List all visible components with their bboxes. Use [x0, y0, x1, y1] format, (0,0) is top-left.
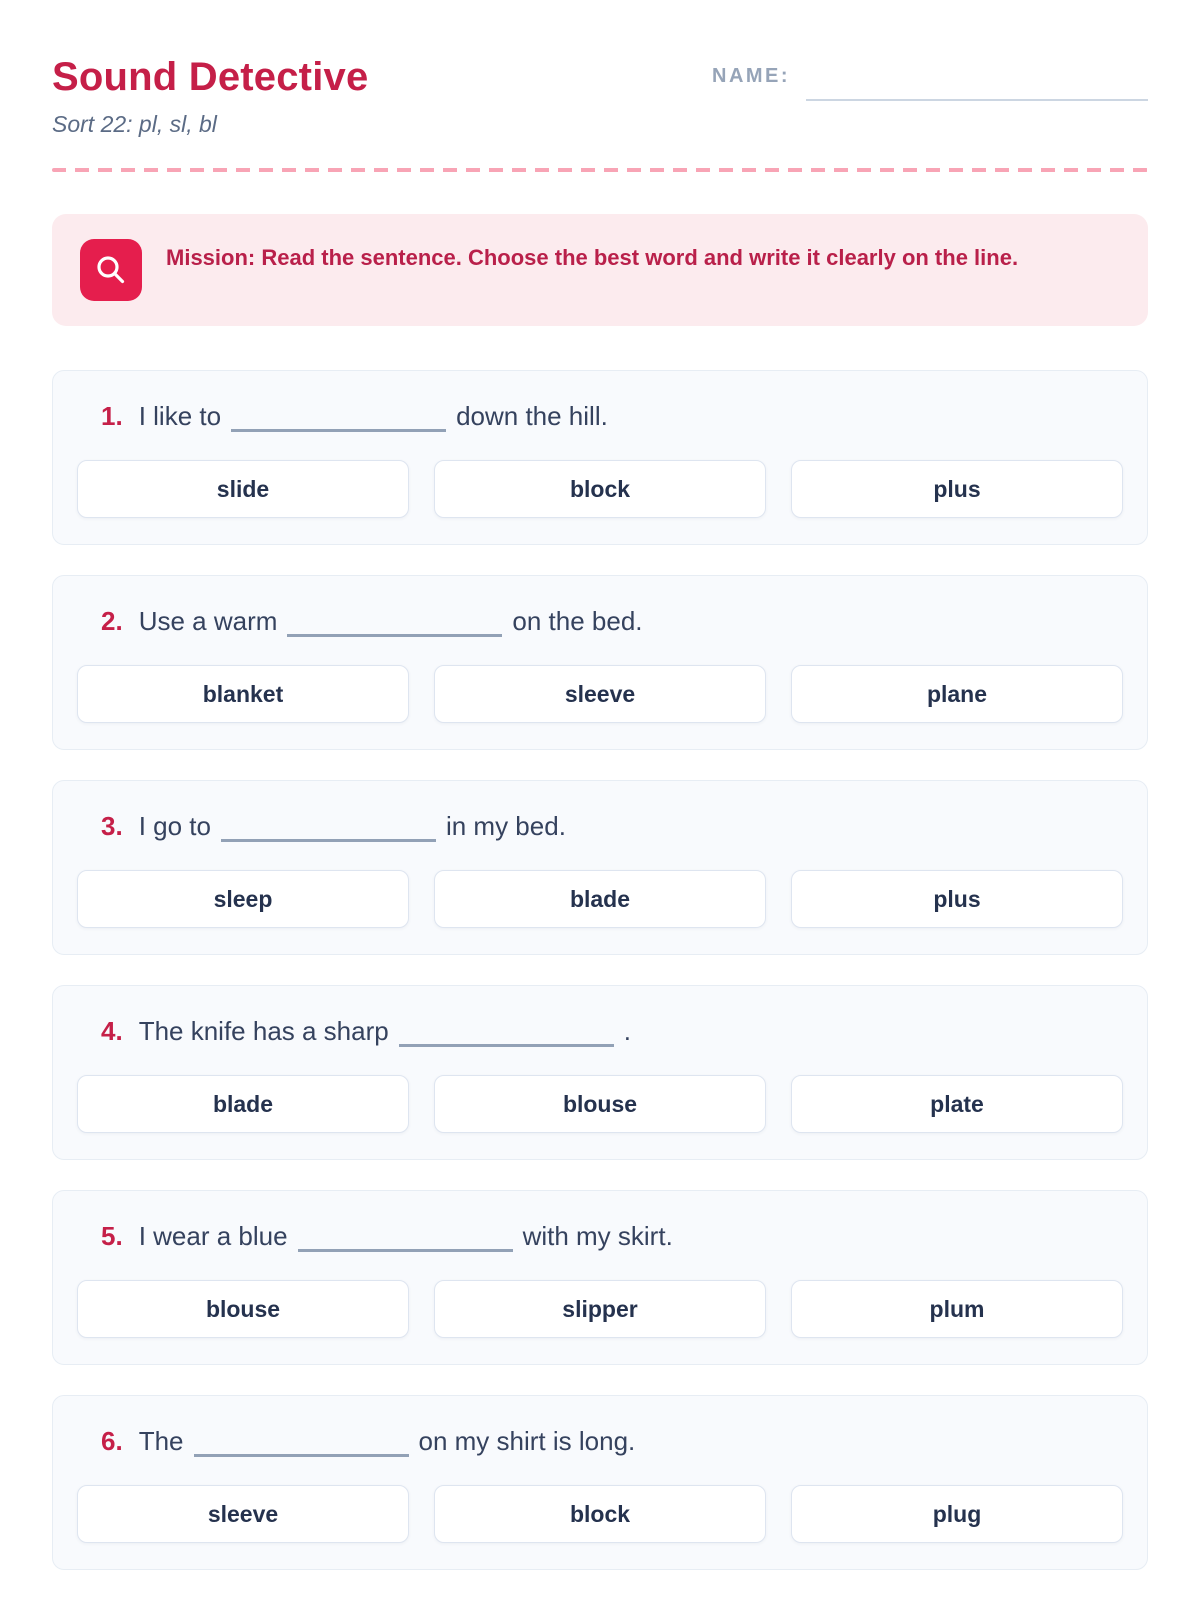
question-card: [52, 575, 1148, 750]
choices-row: [77, 870, 1123, 928]
choice-button[interactable]: plus: [791, 460, 1123, 518]
choice-button[interactable]: slide: [77, 460, 409, 518]
question-sentence: [77, 811, 1123, 842]
sentence-before-blank: The knife has a sharp: [138, 1016, 389, 1046]
sentence-before-blank: I go to: [138, 811, 211, 841]
choices-row: [77, 460, 1123, 518]
choice-button[interactable]: sleep: [77, 870, 409, 928]
name-label: NAME:: [712, 65, 791, 87]
choice-button[interactable]: blade: [77, 1075, 409, 1133]
sentence-after-blank: on the bed.: [512, 606, 643, 636]
sentence-after-blank: with my skirt.: [522, 1221, 673, 1251]
question-number: 2.: [101, 606, 123, 636]
choice-button[interactable]: sleeve: [434, 665, 766, 723]
choice-button[interactable]: block: [434, 460, 766, 518]
sentence-before-blank: The: [138, 1426, 184, 1456]
question-card: [52, 985, 1148, 1160]
question-number: 1.: [101, 401, 123, 431]
question-number: 4.: [101, 1016, 123, 1046]
choices-row: [77, 1075, 1123, 1133]
question-sentence: [77, 401, 1123, 432]
choice-button[interactable]: block: [434, 1485, 766, 1543]
choice-button[interactable]: blouse: [77, 1280, 409, 1338]
answer-blank-line[interactable]: [231, 406, 446, 432]
question-number: 5.: [101, 1221, 123, 1251]
sentence-after-blank: .: [623, 1016, 631, 1046]
mission-text: Mission: Read the sentence. Choose the best word and write it clearly on the line.: [166, 245, 1019, 270]
dashed-divider: [52, 168, 1148, 172]
sentence-before-blank: I wear a blue: [138, 1221, 288, 1251]
choices-row: [77, 1485, 1123, 1543]
choice-button[interactable]: plus: [791, 870, 1123, 928]
sentence-before-blank: Use a warm: [138, 606, 278, 636]
header: [52, 55, 1148, 138]
question-card: [52, 780, 1148, 955]
question-sentence: [77, 1221, 1123, 1252]
question-number: 3.: [101, 811, 123, 841]
mission-banner: [52, 214, 1148, 326]
name-input-line[interactable]: [806, 65, 1148, 101]
question-card: [52, 1190, 1148, 1365]
answer-blank-line[interactable]: [298, 1226, 513, 1252]
choice-button[interactable]: plate: [791, 1075, 1123, 1133]
choices-row: [77, 665, 1123, 723]
choice-button[interactable]: blouse: [434, 1075, 766, 1133]
choices-row: [77, 1280, 1123, 1338]
question-card: [52, 370, 1148, 545]
page-title: Sound Detective: [52, 55, 369, 99]
sentence-after-blank: in my bed.: [445, 811, 566, 841]
question-sentence: [77, 1016, 1123, 1047]
choice-button[interactable]: plum: [791, 1280, 1123, 1338]
sentence-after-blank: on my shirt is long.: [418, 1426, 636, 1456]
questions-list: [52, 370, 1148, 1570]
choice-button[interactable]: blade: [434, 870, 766, 928]
choice-button[interactable]: plane: [791, 665, 1123, 723]
choice-button[interactable]: plug: [791, 1485, 1123, 1543]
answer-blank-line[interactable]: [399, 1021, 614, 1047]
question-sentence: [77, 1426, 1123, 1457]
question-sentence: [77, 606, 1123, 637]
sentence-after-blank: down the hill.: [456, 401, 608, 431]
page-subtitle: Sort 22: pl, sl, bl: [52, 111, 217, 137]
answer-blank-line[interactable]: [194, 1431, 409, 1457]
magnifier-icon: [80, 239, 142, 301]
answer-blank-line[interactable]: [221, 816, 436, 842]
choice-button[interactable]: sleeve: [77, 1485, 409, 1543]
choice-button[interactable]: slipper: [434, 1280, 766, 1338]
choice-button[interactable]: blanket: [77, 665, 409, 723]
title-block: [52, 55, 368, 138]
question-number: 6.: [101, 1426, 123, 1456]
answer-blank-line[interactable]: [287, 611, 502, 637]
sentence-before-blank: I like to: [138, 401, 222, 431]
name-field-block: [712, 55, 1148, 101]
question-card: [52, 1395, 1148, 1570]
